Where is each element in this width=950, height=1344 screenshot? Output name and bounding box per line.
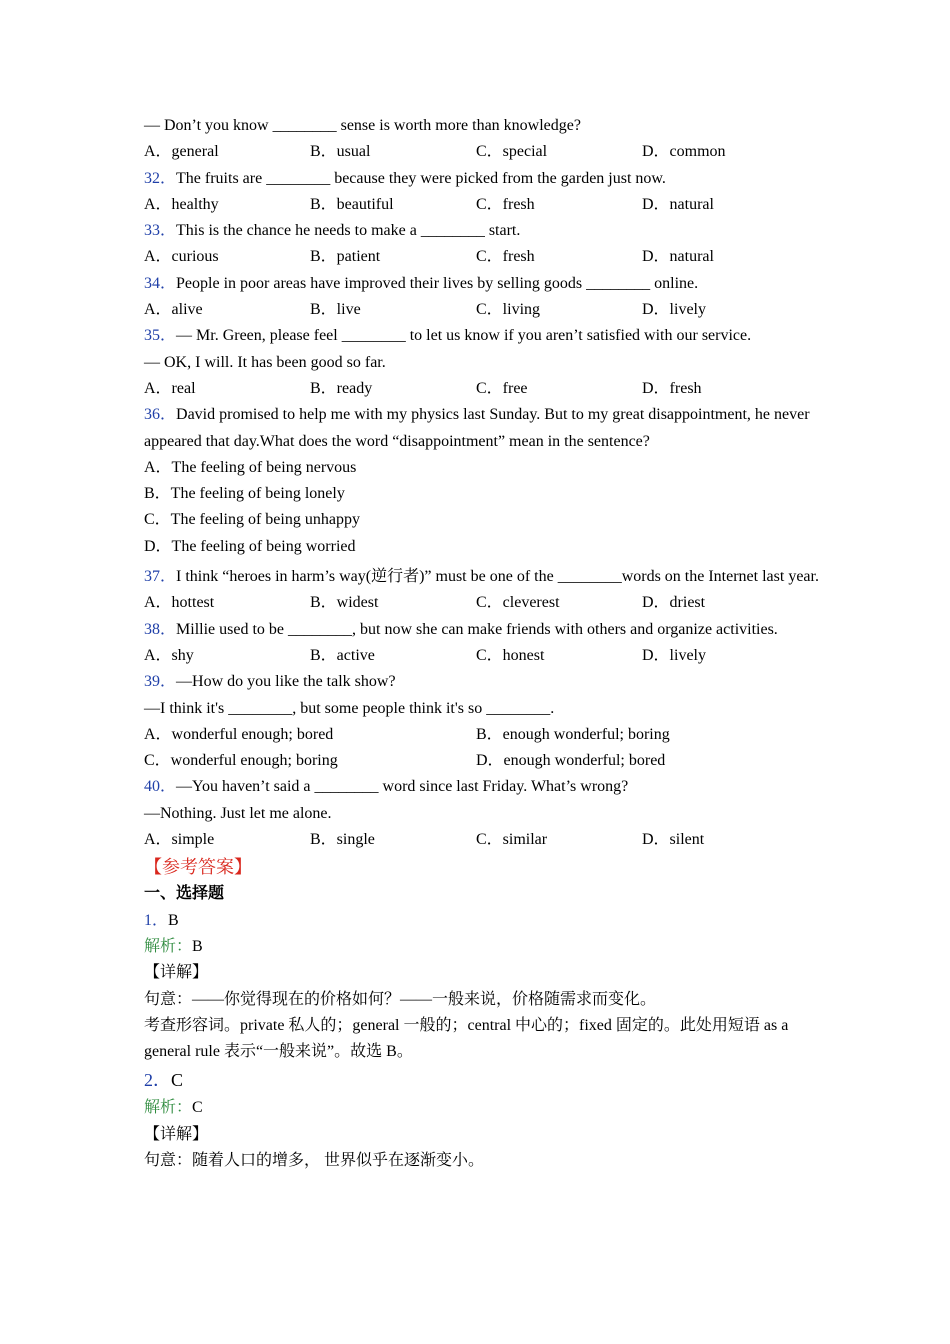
question-number: 35． bbox=[144, 327, 177, 345]
analysis-label: 解析： bbox=[144, 1099, 193, 1117]
option-a: A．hottest bbox=[144, 594, 215, 612]
option-c: C．similar bbox=[476, 831, 548, 849]
option-a: A．real bbox=[144, 379, 196, 397]
option-c: C．fresh bbox=[476, 248, 535, 266]
option-c: C．fresh bbox=[476, 195, 535, 213]
question-36 bbox=[144, 402, 824, 455]
option-a: A．curious bbox=[144, 248, 219, 266]
question-37-options bbox=[144, 590, 824, 616]
detail-label: 【详解】 bbox=[144, 964, 209, 982]
question-number: 34． bbox=[144, 274, 177, 292]
analysis-value: B bbox=[192, 937, 203, 955]
option-c: C．honest bbox=[476, 646, 545, 664]
option-d: D．The feeling of being worried bbox=[144, 537, 356, 555]
question-stem: —How do you like the talk show? bbox=[176, 673, 396, 691]
question-33-options bbox=[144, 244, 824, 270]
answer-value: B bbox=[168, 911, 179, 929]
question-stem: People in poor areas have improved their lives by selling goods ________ online. bbox=[176, 274, 699, 292]
question-34-options bbox=[144, 297, 824, 323]
question-35 bbox=[144, 323, 824, 349]
option-b: B．patient bbox=[310, 248, 381, 266]
option-c: C．free bbox=[476, 379, 528, 397]
option-b: B．enough wonderful; boring bbox=[476, 725, 670, 743]
question-39 bbox=[144, 669, 824, 695]
option-b: B．active bbox=[310, 646, 375, 664]
question-stem: I think “heroes in harm’s way(逆行者)” must be one of the ________words on the Internet last year. bbox=[176, 568, 819, 586]
answer-number: 2． bbox=[144, 1070, 171, 1091]
question-39-options-row1 bbox=[144, 722, 824, 748]
question-stem: — Mr. Green, please feel ________ to let us know if you aren’t satisfied with our service. bbox=[176, 327, 752, 345]
question-number: 36． bbox=[144, 406, 177, 424]
question-stem: This is the chance he needs to make a ________ start. bbox=[176, 222, 521, 240]
option-a: A．wonderful enough; bored bbox=[144, 725, 334, 743]
option-a: A．alive bbox=[144, 301, 203, 319]
question-32 bbox=[144, 166, 824, 192]
analysis-label: 解析： bbox=[144, 937, 193, 955]
option-b: B．live bbox=[310, 301, 361, 319]
section-title: 一、选择题 bbox=[144, 885, 225, 903]
question-38-options bbox=[144, 643, 824, 669]
option-c: C．The feeling of being unhappy bbox=[144, 511, 360, 529]
question-38 bbox=[144, 617, 824, 643]
detail-text: 考查形容词。private 私人的；general 一般的；central 中心的；fixed 固定的。此处用短语 as a general rule 表示“一般来说”。故选 B。 bbox=[144, 1016, 789, 1061]
option-d: D．enough wonderful; bored bbox=[476, 752, 666, 770]
question-40 bbox=[144, 774, 824, 800]
question-31-stem: — Don’t you know ________ sense is worth more than knowledge? bbox=[144, 117, 581, 134]
answer-number: 1． bbox=[144, 911, 169, 929]
answer-2-analysis bbox=[144, 1095, 824, 1121]
answer-value: C bbox=[171, 1070, 184, 1091]
detail-label: 【详解】 bbox=[144, 1125, 209, 1143]
question-number: 38． bbox=[144, 620, 177, 638]
detail-text: 句意：随着人口的增多， 世界似乎在逐渐变小。 bbox=[144, 1151, 485, 1169]
question-34 bbox=[144, 271, 824, 297]
option-d: D．driest bbox=[642, 594, 706, 612]
option-d: D．silent bbox=[642, 831, 705, 849]
question-31-options bbox=[144, 139, 824, 165]
option-a: A．The feeling of being nervous bbox=[144, 458, 357, 476]
analysis-value: C bbox=[192, 1099, 203, 1117]
question-number: 33． bbox=[144, 222, 177, 240]
question-33 bbox=[144, 218, 824, 244]
question-35-reply: — OK, I will. It has been good so far. bbox=[144, 353, 386, 371]
option-d: D．natural bbox=[642, 195, 714, 213]
option-a: A．simple bbox=[144, 831, 215, 849]
option-b: B．usual bbox=[310, 143, 371, 161]
document-page bbox=[144, 113, 824, 1174]
question-32-options bbox=[144, 192, 824, 218]
option-a: A．healthy bbox=[144, 195, 219, 213]
option-d: D．fresh bbox=[642, 379, 702, 397]
answer-key-title: 【参考答案】 bbox=[144, 857, 252, 878]
answer-1-analysis bbox=[144, 934, 824, 960]
option-d: D．natural bbox=[642, 248, 714, 266]
option-c: C．wonderful enough; boring bbox=[144, 752, 338, 770]
option-d: D．common bbox=[642, 143, 726, 161]
question-number: 37． bbox=[144, 568, 177, 586]
option-b: B．single bbox=[310, 831, 375, 849]
question-number: 40． bbox=[144, 778, 177, 796]
question-stem: Millie used to be ________, but now she can make friends with others and organize activities. bbox=[176, 620, 778, 638]
question-35-options bbox=[144, 376, 824, 402]
option-b: B．ready bbox=[310, 379, 373, 397]
option-b: B．beautiful bbox=[310, 195, 394, 213]
question-40-reply: —Nothing. Just let me alone. bbox=[144, 804, 332, 822]
question-stem: David promised to help me with my physics last Sunday. But to my great disappointment, he never appeared that day.What does the word “disappointment” mean in the sentence? bbox=[144, 406, 810, 450]
option-c: C．living bbox=[476, 301, 541, 319]
question-number: 32． bbox=[144, 169, 177, 187]
option-d: D．lively bbox=[642, 301, 706, 319]
question-39-reply: —I think it's ________, but some people think it's so ________. bbox=[144, 699, 555, 717]
answer-2 bbox=[144, 1065, 824, 1095]
option-c: C．special bbox=[476, 143, 548, 161]
question-stem: The fruits are ________ because they were picked from the garden just now. bbox=[176, 169, 666, 187]
option-a: A．general bbox=[144, 143, 219, 161]
question-stem: —You haven’t said a ________ word since last Friday. What’s wrong? bbox=[176, 778, 629, 796]
question-40-options bbox=[144, 827, 824, 853]
question-number: 39． bbox=[144, 673, 177, 691]
option-c: C．cleverest bbox=[476, 594, 560, 612]
question-39-options-row2 bbox=[144, 748, 824, 774]
question-37 bbox=[144, 564, 824, 590]
option-a: A．shy bbox=[144, 646, 194, 664]
option-b: B．widest bbox=[310, 594, 379, 612]
option-b: B．The feeling of being lonely bbox=[144, 485, 345, 503]
option-d: D．lively bbox=[642, 646, 706, 664]
detail-text: 句意：——你觉得现在的价格如何？——一般来说，价格随需求而变化。 bbox=[144, 990, 657, 1008]
answer-1 bbox=[144, 908, 824, 934]
